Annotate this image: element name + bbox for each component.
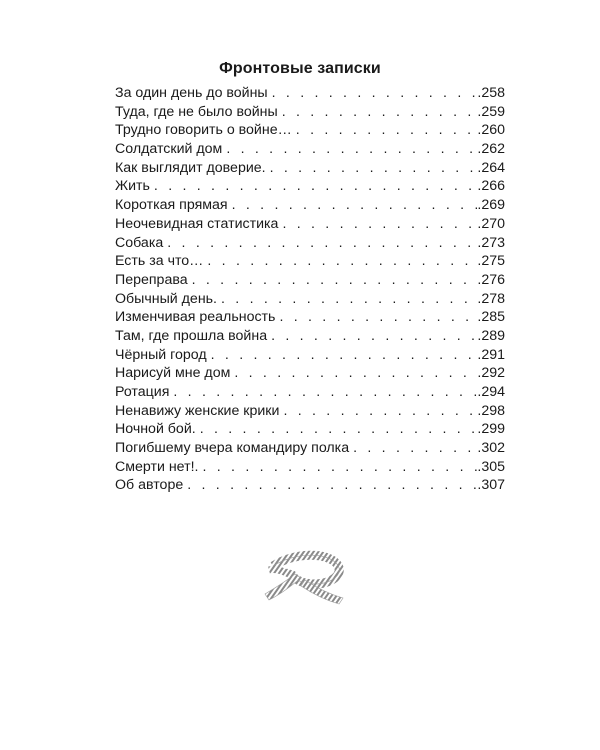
toc-entry-title: Переправа — [115, 271, 188, 288]
toc-entry-page: .275 — [477, 253, 505, 270]
toc-entry — [115, 196, 505, 215]
toc-entry-page: .291 — [477, 346, 505, 363]
toc-entry-page: .276 — [477, 271, 505, 288]
dot-leader — [154, 177, 477, 196]
toc-entry — [115, 234, 505, 253]
toc-entry-title: Нарисуй мне дом — [115, 365, 231, 382]
toc-entry — [115, 252, 505, 271]
dot-leader — [279, 308, 477, 327]
dot-leader — [226, 140, 477, 159]
toc-entry-page: .273 — [477, 234, 505, 251]
toc-entry — [115, 420, 505, 439]
toc-entry-page: .289 — [477, 327, 505, 344]
toc-entry — [115, 103, 505, 122]
toc-entry-page: .262 — [477, 141, 505, 158]
dot-leader — [167, 234, 477, 253]
dot-leader — [211, 346, 478, 365]
dot-leader — [270, 159, 478, 178]
toc-entry — [115, 346, 505, 365]
toc-entry-title: Неочевидная статистика — [115, 215, 279, 232]
toc-entry-title: Чёрный город — [115, 346, 207, 363]
toc-entry-title: Ненавижу женские крики — [115, 402, 280, 419]
toc-entry — [115, 308, 505, 327]
toc-entry-title: Об авторе — [115, 477, 184, 494]
toc-entry-page: .266 — [477, 178, 505, 195]
toc-entry-page: .302 — [477, 440, 505, 457]
toc-entry-page: .299 — [477, 421, 505, 438]
toc-entry-title: Трудно говорить о войне… — [115, 122, 292, 139]
st-george-ribbon-icon — [255, 550, 350, 610]
toc-entry-title: Смерти нет!. — [115, 458, 199, 475]
toc-entry — [115, 140, 505, 159]
dot-leader — [283, 402, 477, 421]
section-title: Фронтовые записки — [219, 60, 381, 77]
toc-entry-page: .258 — [477, 85, 505, 101]
toc-entry-page: .260 — [477, 122, 505, 139]
toc-entry — [115, 402, 505, 421]
dot-leader — [271, 327, 477, 346]
table-of-contents — [115, 84, 505, 495]
toc-entry — [115, 177, 505, 196]
toc-entry-title: Туда, где не было войны — [115, 103, 278, 120]
toc-entry-title: Изменчивая реальность — [115, 309, 276, 326]
dot-leader — [173, 383, 477, 402]
toc-entry-title: Как выглядит доверие. — [115, 159, 266, 176]
dot-leader — [232, 196, 478, 215]
dot-leader — [296, 121, 478, 140]
toc-entry-page: .270 — [477, 215, 505, 232]
toc-entry — [115, 271, 505, 290]
dot-leader — [353, 439, 477, 458]
toc-entry — [115, 458, 505, 477]
toc-entry-title: Короткая прямая — [115, 197, 228, 214]
toc-entry-title: Обычный день. — [115, 290, 217, 307]
toc-entry — [115, 439, 505, 458]
toc-entry — [115, 121, 505, 140]
toc-entry — [115, 84, 505, 103]
toc-entry-title: Погибшему вчера командиру полка — [115, 440, 350, 457]
dot-leader — [187, 476, 477, 495]
toc-entry — [115, 383, 505, 402]
dot-leader — [207, 252, 477, 271]
dot-leader — [272, 84, 478, 103]
dot-leader — [202, 458, 477, 477]
toc-entry-page: .298 — [477, 402, 505, 419]
toc-entry-page: .307 — [477, 477, 505, 494]
dot-leader — [192, 271, 478, 290]
toc-entry-page: .259 — [477, 103, 505, 120]
toc-entry-title: Жить — [115, 178, 150, 195]
toc-entry-title: Ротация — [115, 384, 170, 400]
toc-entry-page: .285 — [477, 309, 505, 326]
toc-entry-title: Там, где прошла война — [115, 327, 268, 344]
dot-leader — [200, 420, 478, 439]
toc-entry-page: .269 — [477, 197, 505, 214]
toc-entry-page: .305 — [477, 458, 505, 475]
toc-entry — [115, 159, 505, 178]
toc-entry-page: .264 — [477, 159, 505, 176]
dot-leader — [221, 290, 477, 309]
toc-entry-title: Ночной бой. — [115, 421, 196, 438]
toc-entry-title: Есть за что… — [115, 253, 204, 270]
toc-entry-page: .278 — [477, 290, 505, 307]
dot-leader — [282, 103, 478, 122]
toc-entry — [115, 290, 505, 309]
toc-entry-title: Собака — [115, 234, 164, 251]
toc-entry-page: .292 — [477, 365, 505, 382]
toc-entry — [115, 476, 505, 495]
toc-entry — [115, 327, 505, 346]
toc-entry — [115, 215, 505, 234]
toc-entry-title: За один день до войны — [115, 85, 268, 101]
toc-entry-page: .294 — [477, 384, 505, 400]
toc-entry — [115, 364, 505, 383]
dot-leader — [282, 215, 477, 234]
dot-leader — [234, 364, 477, 383]
toc-entry-title: Солдатский дом — [115, 141, 223, 158]
